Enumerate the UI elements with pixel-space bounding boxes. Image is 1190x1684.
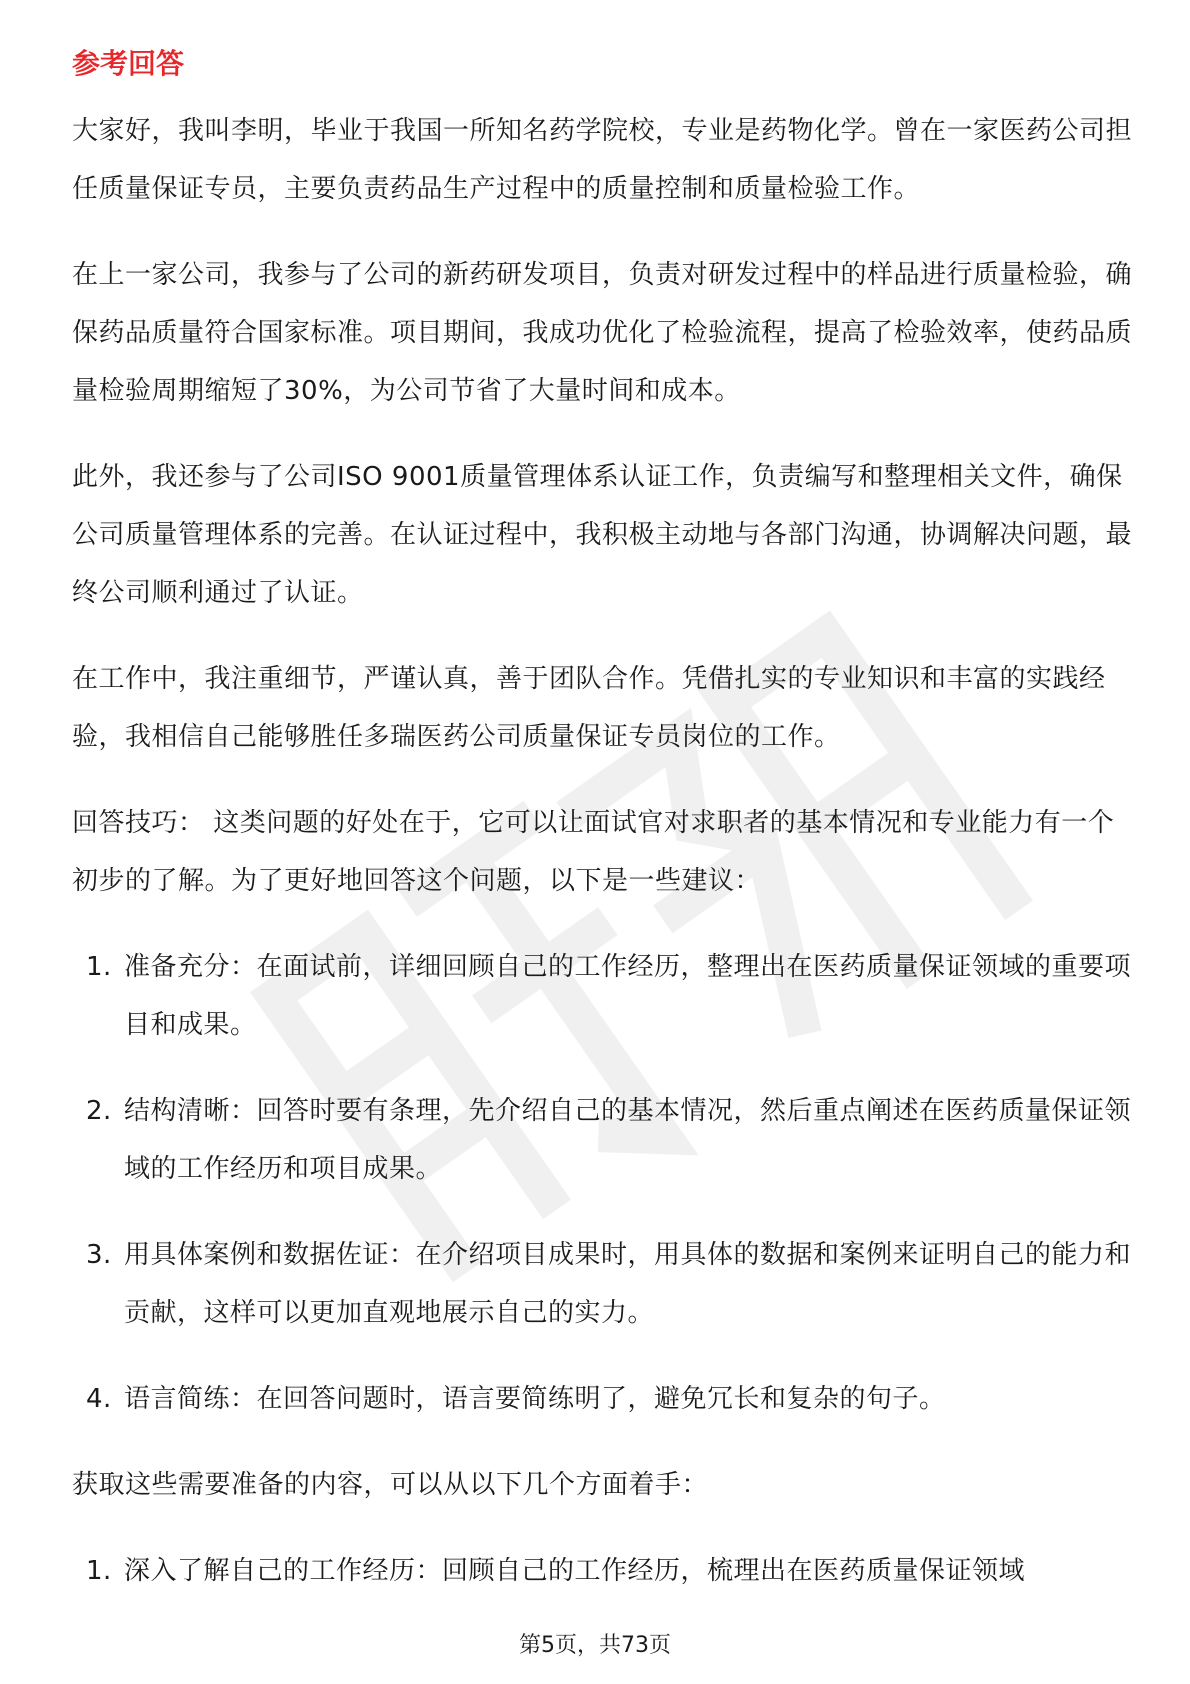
list-item [72, 938, 1132, 1054]
list-item [72, 1542, 1132, 1600]
section-heading: 参考回答 [72, 47, 185, 80]
list-text: 语言简练：在回答问题时，语言要简练明了，避免冗长和复杂的句子。 [124, 1384, 946, 1414]
page-footer: 第5页，共73页 [519, 1633, 671, 1658]
list-item [72, 1370, 1132, 1428]
list-item [72, 1082, 1132, 1198]
list-number: 1. [86, 1556, 112, 1586]
list-item [72, 1226, 1132, 1342]
sources-list [72, 1542, 1132, 1600]
document-page [72, 44, 1132, 1628]
paragraph-summary: 在工作中，我注重细节，严谨认真，善于团队合作。凭借扎实的专业知识和丰富的实践经验，我相信自己能够胜任多瑞医药公司质量保证专员岗位的工作。 [72, 664, 1106, 752]
list-text: 用具体案例和数据佐证：在介绍项目成果时，用具体的数据和案例来证明自己的能力和贡献，这样可以更加直观地展示自己的实力。 [124, 1240, 1132, 1328]
paragraph-iso: 此外，我还参与了公司ISO 9001质量管理体系认证工作，负责编写和整理相关文件，确保公司质量管理体系的完善。在认证过程中，我积极主动地与各部门沟通，协调解决问题，最终公司顺利通过了认证。 [72, 462, 1133, 608]
paragraph-intro: 大家好，我叫李明，毕业于我国一所知名药学院校，专业是药物化学。曾在一家医药公司担任质量保证专员，主要负责药品生产过程中的质量控制和质量检验工作。 [72, 116, 1133, 204]
list-text: 深入了解自己的工作经历：回顾自己的工作经历，梳理出在医药质量保证领域 [124, 1556, 1026, 1586]
paragraph-tips-intro: 回答技巧： 这类问题的好处在于，它可以让面试官对求职者的基本情况和专业能力有一个初步的了解。为了更好地回答这个问题，以下是一些建议： [72, 808, 1115, 896]
paragraph-project: 在上一家公司，我参与了公司的新药研发项目，负责对研发过程中的样品进行质量检验，确保药品质量符合国家标准。项目期间，我成功优化了检验流程，提高了检验效率，使药品质量检验周期缩短了30%，为公司节省了大量时间和成本。 [72, 260, 1133, 406]
list-number: 3. [86, 1240, 112, 1270]
list-number: 1. [86, 952, 112, 982]
list-number: 2. [86, 1096, 112, 1126]
list-text: 结构清晰：回答时要有条理，先介绍自己的基本情况，然后重点阐述在医药质量保证领域的工作经历和项目成果。 [124, 1096, 1132, 1184]
paragraph-sources-intro: 获取这些需要准备的内容，可以从以下几个方面着手： [72, 1470, 709, 1500]
list-text: 准备充分：在面试前，详细回顾自己的工作经历，整理出在医药质量保证领域的重要项目和成果。 [124, 952, 1132, 1040]
tips-list [72, 938, 1132, 1428]
list-number: 4. [86, 1384, 112, 1414]
